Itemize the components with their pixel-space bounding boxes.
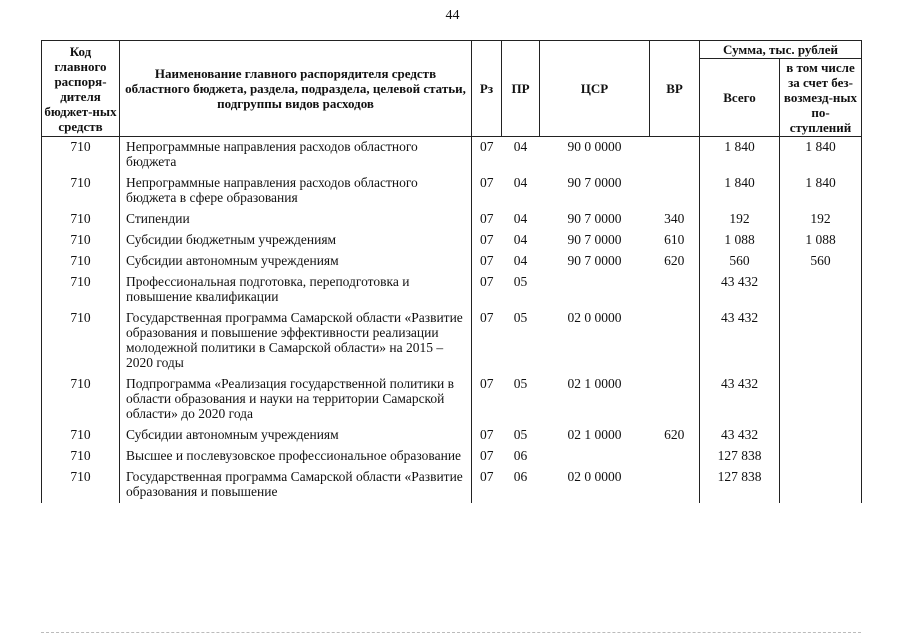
header-sum-group: Сумма, тыс. рублей bbox=[700, 41, 862, 59]
rz-cell: 07 bbox=[480, 139, 494, 154]
code-cell: 710 bbox=[42, 251, 120, 272]
table-header bbox=[42, 41, 862, 137]
code-cell: 710 bbox=[42, 230, 120, 251]
free-cell: 1 088 bbox=[780, 230, 862, 251]
free-cell bbox=[780, 272, 862, 308]
free-cell: 560 bbox=[780, 251, 862, 272]
total-cell: 1 088 bbox=[700, 230, 780, 251]
table-row bbox=[42, 209, 862, 230]
csr-cell bbox=[540, 272, 650, 308]
free-cell bbox=[780, 374, 862, 425]
name-cell: Подпрограмма «Реализация государственной политики в области образования и науки на территории Самарской области» до 2020 года bbox=[120, 374, 472, 425]
total-cell: 43 432 bbox=[700, 308, 780, 374]
code-cell: 710 bbox=[42, 374, 120, 425]
rz-cell: 07 bbox=[480, 469, 494, 484]
vr-cell bbox=[650, 173, 700, 209]
table-body bbox=[42, 137, 862, 504]
total-cell: 127 838 bbox=[700, 467, 780, 503]
name-cell: Непрограммные направления расходов областного бюджета в сфере образования bbox=[120, 173, 472, 209]
total-cell: 560 bbox=[700, 251, 780, 272]
rz-cell: 07 bbox=[480, 448, 494, 463]
csr-cell: 90 7 0000 bbox=[567, 253, 622, 268]
vr-cell bbox=[650, 308, 700, 374]
free-cell bbox=[780, 467, 862, 503]
table-row bbox=[42, 425, 862, 446]
table-row bbox=[42, 374, 862, 425]
csr-cell bbox=[540, 446, 650, 467]
vr-cell: 610 bbox=[664, 232, 685, 247]
total-cell: 1 840 bbox=[700, 173, 780, 209]
vr-cell bbox=[650, 467, 700, 503]
header-free: в том числе за счет без-возмезд-ных по-ступлений bbox=[780, 59, 862, 137]
free-cell: 192 bbox=[780, 209, 862, 230]
code-cell: 710 bbox=[42, 137, 120, 174]
table-row bbox=[42, 272, 862, 308]
pr-cell: 05 bbox=[513, 310, 528, 325]
name-cell: Государственная программа Самарской области «Развитие образования и повышение эффективности реализации молодежной политики в Самарской области» на 2015 – 2020 годы bbox=[120, 308, 472, 374]
vr-cell bbox=[650, 137, 700, 174]
free-cell: 1 840 bbox=[780, 137, 862, 174]
code-cell: 710 bbox=[42, 209, 120, 230]
total-cell: 43 432 bbox=[700, 272, 780, 308]
total-cell: 192 bbox=[700, 209, 780, 230]
table-row bbox=[42, 230, 862, 251]
header-name: Наименование главного распорядителя средств областного бюджета, раздела, подраздела, целевой статьи, подгруппы видов расходов bbox=[120, 41, 472, 137]
csr-cell: 90 7 0000 bbox=[567, 232, 622, 247]
total-cell: 43 432 bbox=[700, 374, 780, 425]
rz-cell: 07 bbox=[480, 427, 494, 442]
table-row bbox=[42, 137, 862, 174]
name-cell: Непрограммные направления расходов областного бюджета bbox=[120, 137, 472, 174]
pr-cell: 05 bbox=[513, 427, 528, 442]
pr-cell: 04 bbox=[513, 232, 528, 247]
pr-cell: 04 bbox=[513, 253, 528, 268]
free-cell bbox=[780, 446, 862, 467]
csr-cell: 02 0 0000 bbox=[567, 310, 622, 325]
header-csr: ЦСР bbox=[540, 41, 650, 137]
page-bottom-divider bbox=[41, 632, 861, 633]
pr-cell: 04 bbox=[513, 175, 528, 190]
free-cell: 1 840 bbox=[780, 173, 862, 209]
pr-cell: 06 bbox=[513, 469, 528, 484]
csr-cell: 90 7 0000 bbox=[567, 211, 622, 226]
pr-cell: 06 bbox=[513, 448, 528, 463]
free-cell bbox=[780, 308, 862, 374]
pr-cell: 04 bbox=[513, 139, 528, 154]
code-cell: 710 bbox=[42, 425, 120, 446]
name-cell: Высшее и послевузовское профессиональное образование bbox=[120, 446, 472, 467]
code-cell: 710 bbox=[42, 446, 120, 467]
code-cell: 710 bbox=[42, 173, 120, 209]
rz-cell: 07 bbox=[480, 232, 494, 247]
name-cell: Субсидии автономным учреждениям bbox=[120, 251, 472, 272]
total-cell: 1 840 bbox=[700, 137, 780, 174]
rz-cell: 07 bbox=[480, 310, 494, 325]
table-row bbox=[42, 467, 862, 503]
csr-cell: 90 0 0000 bbox=[567, 139, 622, 154]
csr-cell: 02 1 0000 bbox=[567, 427, 622, 442]
vr-cell: 620 bbox=[664, 253, 685, 268]
header-rz: Рз bbox=[472, 41, 502, 137]
table-row bbox=[42, 308, 862, 374]
name-cell: Стипендии bbox=[120, 209, 472, 230]
rz-cell: 07 bbox=[480, 211, 494, 226]
rz-cell: 07 bbox=[480, 376, 494, 391]
table-row bbox=[42, 251, 862, 272]
header-pr: ПР bbox=[502, 41, 540, 137]
pr-cell: 04 bbox=[513, 211, 528, 226]
total-cell: 43 432 bbox=[700, 425, 780, 446]
header-code: Код главного распоря-дителя бюджет-ных средств bbox=[42, 41, 120, 137]
csr-cell: 02 0 0000 bbox=[567, 469, 622, 484]
code-cell: 710 bbox=[42, 272, 120, 308]
table-row bbox=[42, 446, 862, 467]
csr-cell: 90 7 0000 bbox=[567, 175, 622, 190]
pr-cell: 05 bbox=[513, 274, 528, 289]
code-cell: 710 bbox=[42, 467, 120, 503]
rz-cell: 07 bbox=[480, 253, 494, 268]
rz-cell: 07 bbox=[480, 274, 494, 289]
name-cell: Государственная программа Самарской области «Развитие образования и повышение bbox=[120, 467, 472, 503]
name-cell: Субсидии автономным учреждениям bbox=[120, 425, 472, 446]
header-vr: ВР bbox=[650, 41, 700, 137]
vr-cell bbox=[650, 272, 700, 308]
vr-cell: 340 bbox=[664, 211, 685, 226]
total-cell: 127 838 bbox=[700, 446, 780, 467]
csr-cell: 02 1 0000 bbox=[567, 376, 622, 391]
vr-cell bbox=[650, 446, 700, 467]
budget-table bbox=[41, 40, 862, 503]
name-cell: Субсидии бюджетным учреждениям bbox=[120, 230, 472, 251]
vr-cell: 620 bbox=[664, 427, 685, 442]
vr-cell bbox=[650, 374, 700, 425]
rz-cell: 07 bbox=[480, 175, 494, 190]
code-cell: 710 bbox=[42, 308, 120, 374]
table-row bbox=[42, 173, 862, 209]
name-cell: Профессиональная подготовка, переподготовка и повышение квалификации bbox=[120, 272, 472, 308]
pr-cell: 05 bbox=[513, 376, 528, 391]
header-total: Всего bbox=[700, 59, 780, 137]
page-number: 44 bbox=[445, 8, 460, 23]
free-cell bbox=[780, 425, 862, 446]
